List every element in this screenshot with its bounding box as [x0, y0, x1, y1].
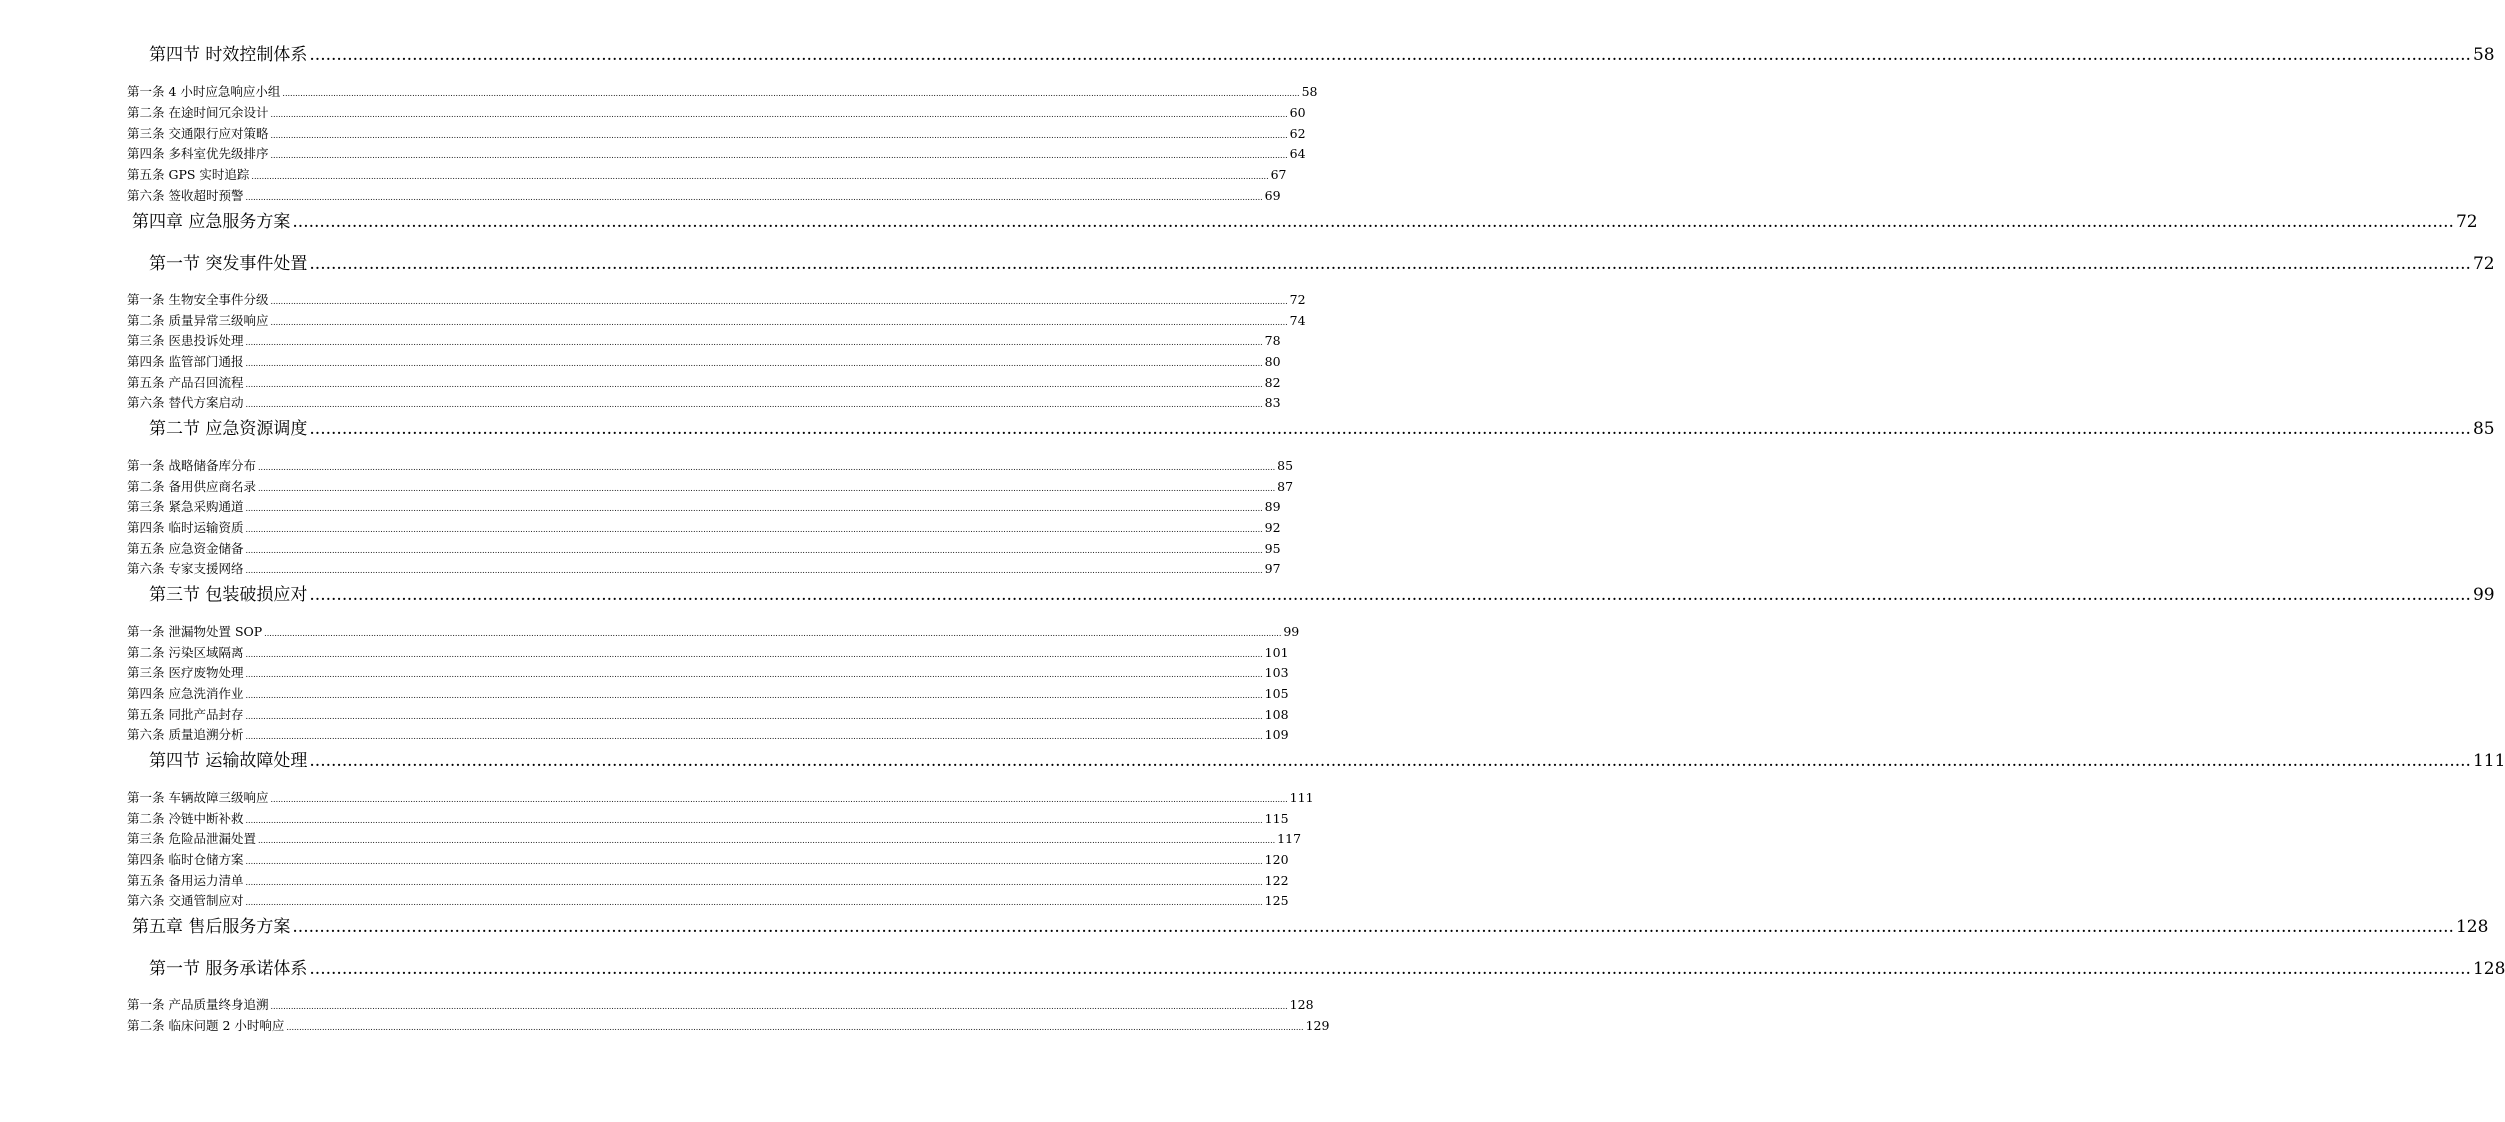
toc-entry-label: 第一条 产品质量终身追溯 [127, 997, 269, 1012]
toc-entry-article[interactable] [127, 144, 1306, 162]
toc-entry-article[interactable] [127, 622, 1300, 640]
toc-entry-label: 第二条 冷链中断补救 [127, 811, 244, 826]
toc-entry-section[interactable] [149, 40, 2495, 65]
toc-page-number: 105 [1264, 686, 1289, 701]
toc-entry-article[interactable] [127, 518, 1281, 536]
toc-page-number: 115 [1264, 811, 1289, 826]
toc-entry-article[interactable] [127, 788, 1314, 806]
toc-leader-dots: ................................................................................................................................................................................................................................................................................................................................................................................................................ [245, 338, 1263, 347]
toc-entry-article[interactable] [127, 497, 1281, 515]
toc-entry-article[interactable] [127, 663, 1289, 681]
toc-page-number: 95 [1264, 541, 1281, 556]
toc-leader-dots: ................................................................................................................................................................................................................................................................................................................................................................................................................ [245, 650, 1263, 659]
toc-entry-section[interactable] [149, 249, 2495, 274]
toc-page-number: 72 [1289, 292, 1306, 307]
toc-entry-article[interactable] [127, 725, 1289, 743]
toc-page-number: 60 [1289, 105, 1306, 120]
toc-page-number: 64 [1289, 146, 1306, 161]
toc-leader-dots: ................................................................................................................................................................................................................................................................................................................................................................................................................ [245, 691, 1263, 700]
toc-entry-label: 第四条 临时仓储方案 [127, 852, 244, 867]
toc-entry-label: 第一条 车辆故障三级响应 [127, 790, 269, 805]
toc-page-number: 122 [1264, 873, 1289, 888]
toc-entry-article[interactable] [127, 477, 1294, 495]
toc-leader-dots: ................................................................................................................................................................................................................................................................................................................................................................................................................ [270, 110, 1288, 119]
toc-entry-label: 第五条 应急资金储备 [127, 541, 244, 556]
toc-page-number: 80 [1264, 354, 1281, 369]
toc-page-number: 99 [1283, 624, 1300, 639]
toc-entry-label: 第一条 4 小时应急响应小组 [127, 84, 281, 99]
toc-leader-dots: ................................................................................................................................................................................................................................................................................................................................................................................................................ [245, 857, 1263, 866]
toc-leader-dots: ................................................................................................................................................................................................................................................................................................................................................................................................................ [270, 318, 1288, 327]
toc-leader-dots: ................................................................................................................................................................................................................................................................................................................................................................................................................ [309, 254, 2471, 274]
toc-entry-label: 第四章 应急服务方案 [132, 212, 291, 232]
toc-entry-label: 第一条 泄漏物处置 SOP [127, 624, 263, 639]
toc-entry-label: 第四节 运输故障处理 [149, 751, 308, 771]
toc-page-number: 128 [2472, 959, 2505, 979]
toc-entry-article[interactable] [127, 393, 1281, 411]
toc-page-number: 87 [1277, 479, 1294, 494]
toc-entry-chapter[interactable] [132, 207, 2478, 232]
toc-entry-article[interactable] [127, 290, 1306, 308]
toc-entry-section[interactable] [149, 954, 2505, 979]
toc-entry-label: 第一条 生物安全事件分级 [127, 292, 269, 307]
toc-entry-label: 第六条 替代方案启动 [127, 395, 244, 410]
toc-entry-label: 第六条 交通管制应对 [127, 893, 244, 908]
toc-entry-article[interactable] [127, 995, 1314, 1013]
toc-leader-dots: ................................................................................................................................................................................................................................................................................................................................................................................................................ [270, 1002, 1288, 1011]
toc-entry-label: 第一条 战略储备库分布 [127, 458, 256, 473]
toc-page-number: 67 [1270, 167, 1287, 182]
toc-entry-article[interactable] [127, 1016, 1330, 1034]
toc-entry-label: 第三条 紧急采购通道 [127, 499, 244, 514]
toc-entry-label: 第一节 服务承诺体系 [149, 959, 308, 979]
toc-page-number: 72 [2472, 254, 2495, 274]
toc-leader-dots: ................................................................................................................................................................................................................................................................................................................................................................................................................ [309, 751, 2471, 771]
toc-entry-label: 第三条 交通限行应对策略 [127, 126, 269, 141]
toc-page-number: 78 [1264, 333, 1281, 348]
toc-entry-article[interactable] [127, 311, 1306, 329]
toc-entry-label: 第六条 专家支援网络 [127, 561, 244, 576]
toc-entry-label: 第四条 临时运输资质 [127, 520, 244, 535]
toc-entry-label: 第二节 应急资源调度 [149, 419, 308, 439]
toc-entry-label: 第三条 危险品泄漏处置 [127, 831, 256, 846]
toc-page-number: 111 [2472, 751, 2505, 771]
toc-entry-label: 第五条 备用运力清单 [127, 873, 244, 888]
toc-entry-article[interactable] [127, 82, 1318, 100]
toc-entry-article[interactable] [127, 871, 1289, 889]
toc-entry-article[interactable] [127, 456, 1294, 474]
toc-entry-article[interactable] [127, 165, 1287, 183]
toc-leader-dots: ................................................................................................................................................................................................................................................................................................................................................................................................................ [245, 359, 1263, 368]
toc-entry-article[interactable] [127, 331, 1281, 349]
toc-leader-dots: ................................................................................................................................................................................................................................................................................................................................................................................................................ [245, 193, 1263, 202]
toc-page-number: 120 [1264, 852, 1289, 867]
toc-entry-article[interactable] [127, 124, 1306, 142]
toc-entry-label: 第六条 质量追溯分析 [127, 727, 244, 742]
toc-page-number: 74 [1289, 313, 1306, 328]
toc-leader-dots: ................................................................................................................................................................................................................................................................................................................................................................................................................ [257, 484, 1276, 493]
toc-leader-dots: ................................................................................................................................................................................................................................................................................................................................................................................................................ [309, 45, 2471, 65]
toc-entry-label: 第二条 污染区域隔离 [127, 645, 244, 660]
toc-entry-label: 第四条 监管部门通报 [127, 354, 244, 369]
toc-entry-article[interactable] [127, 103, 1306, 121]
toc-entry-section[interactable] [149, 414, 2495, 439]
toc-entry-label: 第四条 多科室优先级排序 [127, 146, 269, 161]
toc-entry-article[interactable] [127, 373, 1281, 391]
toc-page-number: 82 [1264, 375, 1281, 390]
toc-leader-dots: ................................................................................................................................................................................................................................................................................................................................................................................................................ [245, 898, 1263, 907]
toc-leader-dots: ................................................................................................................................................................................................................................................................................................................................................................................................................ [270, 151, 1288, 160]
toc-leader-dots: ................................................................................................................................................................................................................................................................................................................................................................................................................ [245, 878, 1263, 887]
toc-entry-article[interactable] [127, 539, 1281, 557]
toc-page-number: 83 [1264, 395, 1281, 410]
toc-entry-article[interactable] [127, 891, 1289, 909]
toc-page-number: 62 [1289, 126, 1306, 141]
toc-page-number: 58 [1301, 84, 1318, 99]
toc-leader-dots: ................................................................................................................................................................................................................................................................................................................................................................................................................ [292, 917, 2454, 937]
toc-page-number: 128 [1289, 997, 1314, 1012]
toc-page-number: 72 [2455, 212, 2478, 232]
toc-page-number: 111 [1289, 790, 1314, 805]
toc-entry-label: 第五条 产品召回流程 [127, 375, 244, 390]
toc-entry-article[interactable] [127, 559, 1281, 577]
toc-entry-label: 第三条 医疗废物处理 [127, 665, 244, 680]
toc-page-number: 92 [1264, 520, 1281, 535]
toc-entry-chapter[interactable] [132, 912, 2489, 937]
toc-page-number: 99 [2472, 585, 2495, 605]
toc-page-number: 101 [1264, 645, 1289, 660]
toc-entry-label: 第二条 临床问题 2 小时响应 [127, 1018, 285, 1033]
toc-leader-dots: ................................................................................................................................................................................................................................................................................................................................................................................................................ [257, 836, 1276, 845]
toc-page-number: 85 [1277, 458, 1294, 473]
toc-entry-article[interactable] [127, 643, 1289, 661]
toc-entry-article[interactable] [127, 705, 1289, 723]
toc-page-number: 129 [1305, 1018, 1330, 1033]
toc-leader-dots: ................................................................................................................................................................................................................................................................................................................................................................................................................ [309, 959, 2471, 979]
toc-page-number: 58 [2472, 45, 2495, 65]
toc-page-number: 85 [2472, 419, 2495, 439]
toc-page-number: 128 [2455, 917, 2489, 937]
toc-leader-dots: ................................................................................................................................................................................................................................................................................................................................................................................................................ [245, 504, 1263, 513]
toc-entry-article[interactable] [127, 850, 1289, 868]
toc-leader-dots: ................................................................................................................................................................................................................................................................................................................................................................................................................ [270, 131, 1288, 140]
toc-page-number: 117 [1277, 831, 1302, 846]
toc-entry-article[interactable] [127, 809, 1289, 827]
toc-entry-label: 第二条 质量异常三级响应 [127, 313, 269, 328]
toc-leader-dots: ................................................................................................................................................................................................................................................................................................................................................................................................................ [270, 297, 1288, 306]
toc-leader-dots: ................................................................................................................................................................................................................................................................................................................................................................................................................ [245, 525, 1263, 534]
toc-leader-dots: ................................................................................................................................................................................................................................................................................................................................................................................................................ [282, 89, 1300, 98]
toc-page-number: 125 [1264, 893, 1289, 908]
toc-leader-dots: ................................................................................................................................................................................................................................................................................................................................................................................................................ [245, 670, 1263, 679]
toc-entry-label: 第四条 应急洗消作业 [127, 686, 244, 701]
toc-entry-article[interactable] [127, 352, 1281, 370]
toc-page-number: 89 [1264, 499, 1281, 514]
toc-entry-label: 第四节 时效控制体系 [149, 45, 308, 65]
toc-leader-dots: ................................................................................................................................................................................................................................................................................................................................................................................................................ [245, 732, 1263, 741]
toc-page-number: 97 [1264, 561, 1281, 576]
toc-entry-label: 第三条 医患投诉处理 [127, 333, 244, 348]
toc-leader-dots: ................................................................................................................................................................................................................................................................................................................................................................................................................ [245, 546, 1263, 555]
toc-entry-label: 第二条 在途时间冗余设计 [127, 105, 269, 120]
toc-entry-label: 第五章 售后服务方案 [132, 917, 291, 937]
toc-page-number: 103 [1264, 665, 1289, 680]
toc-entry-label: 第五条 同批产品封存 [127, 707, 244, 722]
toc-leader-dots: ................................................................................................................................................................................................................................................................................................................................................................................................................ [309, 419, 2471, 439]
toc-leader-dots: ................................................................................................................................................................................................................................................................................................................................................................................................................ [245, 712, 1263, 721]
toc-page-number: 108 [1264, 707, 1289, 722]
toc-entry-article[interactable] [127, 186, 1281, 204]
toc-leader-dots: ................................................................................................................................................................................................................................................................................................................................................................................................................ [245, 400, 1263, 409]
toc-leader-dots: ................................................................................................................................................................................................................................................................................................................................................................................................................ [251, 172, 1269, 181]
toc-entry-label: 第一节 突发事件处置 [149, 254, 308, 274]
toc-entry-article[interactable] [127, 684, 1289, 702]
toc-page-number: 109 [1264, 727, 1289, 742]
toc-entry-label: 第二条 备用供应商名录 [127, 479, 256, 494]
toc-leader-dots: ................................................................................................................................................................................................................................................................................................................................................................................................................ [245, 566, 1263, 575]
toc-entry-section[interactable] [149, 746, 2505, 771]
toc-leader-dots: ................................................................................................................................................................................................................................................................................................................................................................................................................ [245, 380, 1263, 389]
toc-page-number: 69 [1264, 188, 1281, 203]
toc-entry-article[interactable] [127, 829, 1302, 847]
toc-entry-label: 第六条 签收超时预警 [127, 188, 244, 203]
toc-leader-dots: ................................................................................................................................................................................................................................................................................................................................................................................................................ [264, 629, 1282, 638]
toc-leader-dots: ................................................................................................................................................................................................................................................................................................................................................................................................................ [270, 795, 1288, 804]
toc-leader-dots: ................................................................................................................................................................................................................................................................................................................................................................................................................ [245, 816, 1263, 825]
toc-leader-dots: ................................................................................................................................................................................................................................................................................................................................................................................................................ [257, 463, 1276, 472]
toc-leader-dots: ................................................................................................................................................................................................................................................................................................................................................................................................................ [309, 585, 2471, 605]
toc-entry-label: 第三节 包装破损应对 [149, 585, 308, 605]
toc-entry-section[interactable] [149, 580, 2495, 605]
toc-leader-dots: ................................................................................................................................................................................................................................................................................................................................................................................................................ [286, 1023, 1304, 1032]
toc-entry-label: 第五条 GPS 实时追踪 [127, 167, 250, 182]
toc-leader-dots: ................................................................................................................................................................................................................................................................................................................................................................................................................ [292, 212, 2454, 232]
